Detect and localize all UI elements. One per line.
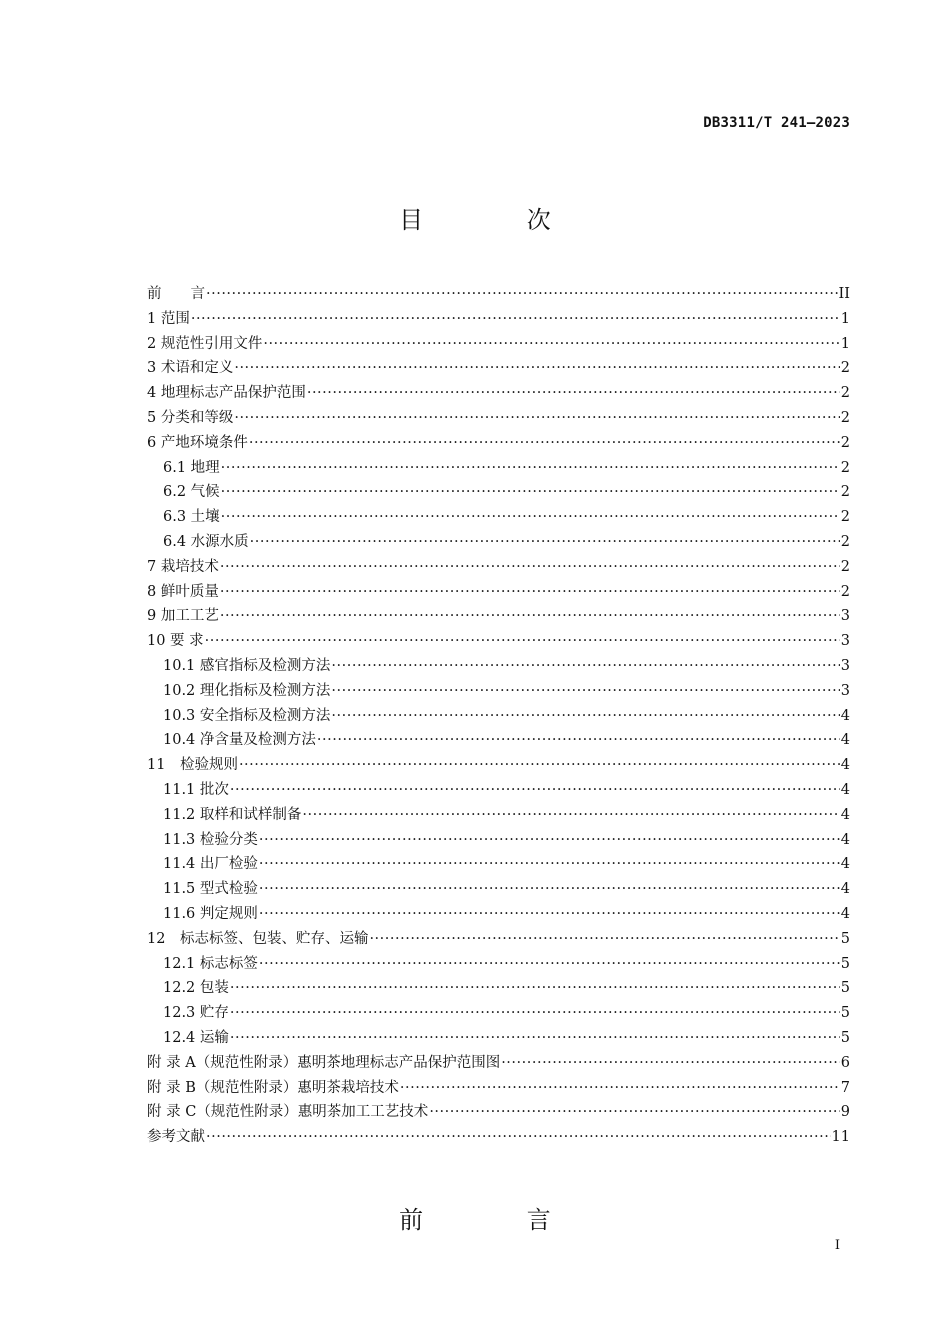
toc-leader-dots — [206, 1129, 831, 1145]
toc-entry-page: 2 — [840, 360, 850, 377]
toc-leader-dots — [317, 732, 840, 748]
toc-entry[interactable] — [147, 803, 850, 828]
toc-leader-dots — [302, 807, 839, 823]
toc-entry-page: 2 — [840, 459, 850, 476]
toc-entry-page: 1 — [840, 310, 850, 327]
toc-leader-dots — [205, 633, 840, 649]
toc-leader-dots — [230, 980, 840, 996]
toc-entry-page: 5 — [840, 1029, 850, 1046]
toc-entry[interactable] — [147, 381, 850, 406]
toc-entry-page: 4 — [840, 707, 850, 724]
toc-entry-label: 1 范围 — [147, 310, 190, 327]
toc-entry[interactable] — [147, 852, 850, 877]
toc-leader-dots — [221, 484, 840, 500]
toc-leader-dots — [239, 757, 840, 773]
toc-leader-dots — [369, 931, 839, 947]
toc-entry-page: 2 — [840, 509, 850, 526]
toc-entry[interactable] — [147, 1076, 850, 1101]
toc-entry-page: 4 — [840, 905, 850, 922]
toc-entry-label: 11.6 判定规则 — [163, 905, 258, 922]
toc-entry-label: 12 标志标签、包装、贮存、运输 — [147, 930, 369, 947]
toc-leader-dots — [234, 360, 839, 376]
toc-entry[interactable] — [147, 456, 850, 481]
toc-entry[interactable] — [147, 332, 850, 357]
document-code: DB3311/T 241—2023 — [703, 115, 850, 131]
toc-entry-label: 10.1 感官指标及检测方法 — [163, 657, 331, 674]
table-of-contents — [147, 282, 850, 1150]
toc-leader-dots — [429, 1104, 839, 1120]
toc-entry-label: 3 术语和定义 — [147, 360, 234, 377]
toc-entry-label: 10.4 净含量及检测方法 — [163, 732, 316, 749]
toc-entry[interactable] — [147, 604, 850, 629]
toc-entry-page: 4 — [840, 757, 850, 774]
toc-entry[interactable] — [147, 728, 850, 753]
toc-entry-label: 6.2 气候 — [163, 484, 220, 501]
toc-entry-label: 8 鲜叶质量 — [147, 583, 219, 600]
toc-entry-page: 3 — [840, 633, 850, 650]
toc-entry[interactable] — [147, 902, 850, 927]
toc-entry[interactable] — [147, 530, 850, 555]
toc-entry[interactable] — [147, 629, 850, 654]
toc-entry-page: 7 — [840, 1079, 850, 1096]
toc-entry-label: 11.4 出厂检验 — [163, 856, 258, 873]
toc-entry-label: 12.2 包装 — [163, 980, 229, 997]
toc-leader-dots — [230, 782, 840, 798]
preface-title: 前 言 — [399, 1206, 599, 1234]
toc-entry[interactable] — [147, 307, 850, 332]
toc-entry[interactable] — [147, 431, 850, 456]
toc-leader-dots — [220, 559, 840, 575]
toc-entry[interactable] — [147, 1100, 850, 1125]
toc-leader-dots — [501, 1055, 840, 1071]
toc-entry-page: 2 — [840, 583, 850, 600]
toc-leader-dots — [259, 832, 840, 848]
page-number: I — [834, 1238, 840, 1253]
toc-leader-dots — [400, 1080, 840, 1096]
toc-entry-page: 11 — [831, 1129, 850, 1146]
toc-entry[interactable] — [147, 555, 850, 580]
toc-entry-label: 6.4 水源水质 — [163, 533, 249, 550]
toc-entry[interactable] — [147, 828, 850, 853]
toc-entry-page: 4 — [840, 831, 850, 848]
toc-leader-dots — [221, 509, 840, 525]
toc-entry-label: 2 规范性引用文件 — [147, 335, 263, 352]
toc-entry-label: 10.3 安全指标及检测方法 — [163, 707, 331, 724]
toc-entry-label: 10 要 求 — [147, 633, 204, 650]
toc-entry-label: 附 录 C（规范性附录）惠明茶加工工艺技术 — [147, 1104, 429, 1121]
toc-entry-page: 1 — [840, 335, 850, 352]
toc-entry-page: 2 — [840, 385, 850, 402]
toc-entry-page: 3 — [840, 682, 850, 699]
toc-leader-dots — [259, 956, 840, 972]
toc-entry-label: 6.1 地理 — [163, 459, 220, 476]
toc-leader-dots — [249, 435, 840, 451]
toc-entry-page: 4 — [840, 806, 850, 823]
toc-title: 目 次 — [399, 206, 599, 234]
toc-entry-page: 5 — [840, 955, 850, 972]
toc-entry-label: 5 分类和等级 — [147, 409, 234, 426]
toc-entry-page: 3 — [840, 657, 850, 674]
toc-entry[interactable] — [147, 1001, 850, 1026]
toc-entry-label: 参考文献 — [147, 1129, 205, 1146]
toc-entry-label: 7 栽培技术 — [147, 558, 219, 575]
toc-entry[interactable] — [147, 952, 850, 977]
toc-entry[interactable] — [147, 753, 850, 778]
toc-leader-dots — [259, 881, 840, 897]
toc-leader-dots — [191, 311, 840, 327]
toc-entry-page: 4 — [840, 781, 850, 798]
toc-leader-dots — [230, 1005, 840, 1021]
toc-entry-page: 2 — [840, 409, 850, 426]
toc-entry[interactable] — [147, 1026, 850, 1051]
toc-entry[interactable] — [147, 877, 850, 902]
toc-leader-dots — [263, 336, 839, 352]
toc-entry[interactable] — [147, 580, 850, 605]
toc-entry[interactable] — [147, 976, 850, 1001]
toc-leader-dots — [307, 385, 840, 401]
toc-leader-dots — [230, 1030, 840, 1046]
toc-leader-dots — [250, 534, 840, 550]
toc-leader-dots — [259, 906, 840, 922]
toc-entry-page: 4 — [840, 881, 850, 898]
toc-entry-page: 6 — [840, 1054, 850, 1071]
toc-entry-page: II — [838, 286, 850, 302]
toc-leader-dots — [220, 608, 840, 624]
toc-entry-label: 11 检验规则 — [147, 757, 238, 774]
toc-entry[interactable] — [147, 356, 850, 381]
toc-entry-label: 9 加工工艺 — [147, 608, 219, 625]
toc-entry[interactable] — [147, 1125, 850, 1150]
toc-entry-label: 6 产地环境条件 — [147, 434, 248, 451]
toc-entry-page: 5 — [840, 930, 850, 947]
toc-entry-label: 12.1 标志标签 — [163, 955, 258, 972]
toc-leader-dots — [220, 584, 840, 600]
toc-entry-label: 前 言 — [147, 286, 205, 302]
toc-leader-dots — [331, 683, 839, 699]
toc-leader-dots — [259, 856, 840, 872]
toc-entry-page: 4 — [840, 856, 850, 873]
toc-entry-page: 2 — [840, 484, 850, 501]
toc-entry[interactable] — [147, 480, 850, 505]
toc-entry-label: 12.4 运输 — [163, 1029, 229, 1046]
toc-entry[interactable] — [147, 778, 850, 803]
toc-entry-page: 4 — [840, 732, 850, 749]
toc-leader-dots — [234, 410, 839, 426]
toc-entry-page: 3 — [840, 608, 850, 625]
toc-entry-page: 5 — [840, 980, 850, 997]
toc-entry-label: 附 录 B（规范性附录）惠明茶栽培技术 — [147, 1079, 399, 1096]
toc-entry-label: 11.1 批次 — [163, 781, 229, 798]
toc-entry-label: 11.5 型式检验 — [163, 881, 258, 898]
toc-entry[interactable] — [147, 505, 850, 530]
toc-entry-page: 2 — [840, 533, 850, 550]
toc-leader-dots — [221, 460, 840, 476]
toc-entry[interactable] — [147, 704, 850, 729]
toc-leader-dots — [206, 286, 838, 302]
toc-leader-dots — [331, 658, 839, 674]
toc-entry-label: 4 地理标志产品保护范围 — [147, 385, 306, 402]
toc-leader-dots — [331, 708, 839, 724]
toc-entry[interactable] — [147, 654, 850, 679]
toc-entry-page: 2 — [840, 434, 850, 451]
toc-entry-label: 11.3 检验分类 — [163, 831, 258, 848]
toc-entry[interactable] — [147, 406, 850, 431]
toc-entry-page: 5 — [840, 1005, 850, 1022]
toc-entry-page: 2 — [840, 558, 850, 575]
toc-entry[interactable] — [147, 282, 850, 307]
toc-entry-label: 12.3 贮存 — [163, 1005, 229, 1022]
toc-entry-label: 6.3 土壤 — [163, 509, 220, 526]
toc-entry[interactable] — [147, 927, 850, 952]
toc-entry[interactable] — [147, 679, 850, 704]
toc-entry-label: 10.2 理化指标及检测方法 — [163, 682, 331, 699]
toc-entry-label: 11.2 取样和试样制备 — [163, 806, 302, 823]
toc-entry-page: 9 — [840, 1104, 850, 1121]
toc-entry[interactable] — [147, 1051, 850, 1076]
toc-entry-label: 附 录 A（规范性附录）惠明茶地理标志产品保护范围图 — [147, 1054, 501, 1071]
